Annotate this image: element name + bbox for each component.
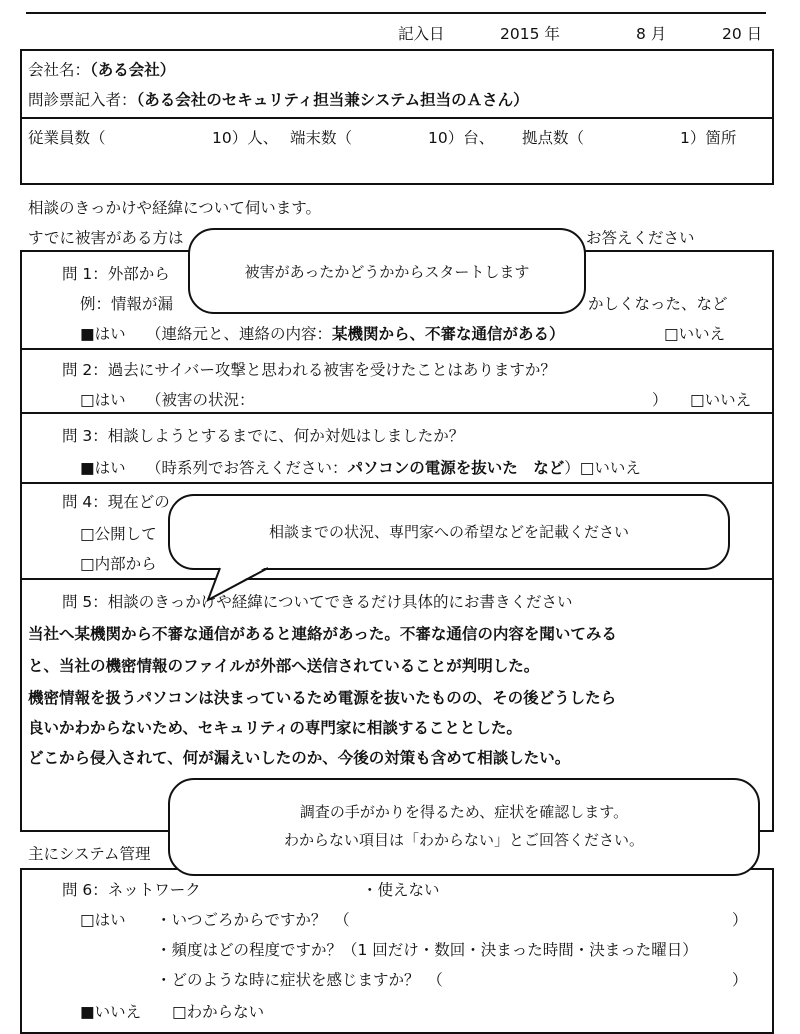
writer-value: （ある会社のセキュリティ担当兼システム担当のＡさん） — [136, 91, 529, 109]
callout-start-text: 被害があったかどうかからスタートします — [244, 263, 530, 281]
q6-bullet1-close: ） — [732, 911, 748, 929]
q2-close-paren: ） — [652, 391, 668, 409]
intro-line2-tail: お答えください — [586, 229, 695, 247]
q6-title-tail: ・使えない — [362, 881, 440, 899]
sites-label: 拠点数（ — [522, 129, 585, 147]
q1-title: 問 1：外部から — [62, 265, 170, 283]
entry-date-label: 記入日 — [398, 25, 445, 43]
q6-no-checkbox[interactable]: ■いいえ — [80, 1003, 142, 1021]
q3-answer-suffix[interactable]: ）□いいえ — [564, 459, 641, 477]
company-name-value: （ある会社） — [90, 61, 176, 79]
q1-example-tail: かしくなった、など — [588, 295, 728, 313]
q5-answer-line: と、当社の機密情報のファイルが外部へ送信されていることが判明した。 — [28, 657, 540, 675]
q1-contact-prefix: （連絡元と、連絡の内容： — [146, 325, 333, 343]
q5-answer-line: 良いかわからないため、セキュリティの専門家に相談することとした。 — [28, 719, 522, 737]
q4-option2-checkbox[interactable]: □内部から — [80, 555, 157, 573]
q6-bullet1: ・いつごろからですか？ （ — [156, 911, 350, 929]
q2-damage-prefix: （被害の状況： — [146, 391, 255, 409]
entry-day: 20 日 — [722, 25, 763, 43]
q5-title: 問 5：相談のきっかけや経緯についてできるだけ具体的にお書きください — [62, 593, 573, 611]
q3-answer-prefix: （時系列でお答えください： — [146, 459, 348, 477]
employees-label: 従業員数（ — [28, 129, 106, 147]
sites-value: 1）箇所 — [680, 129, 737, 147]
q2-title: 問 2：過去にサイバー攻撃と思われる被害を受けたことはありますか？ — [62, 361, 556, 379]
q1-contact-value: 某機関から、不審な通信がある） — [332, 325, 565, 343]
q1-no-checkbox[interactable]: □いいえ — [664, 325, 726, 343]
q1-example: 例：情報が漏 — [80, 295, 174, 313]
q6-unknown-checkbox[interactable]: □わからない — [172, 1003, 265, 1021]
q5-answer-line: どこから侵入されて、何が漏えいしたのか、今後の対策も含めて相談したい。 — [28, 749, 571, 767]
writer-label: 問診票記入者： — [28, 91, 137, 109]
q6-bullet3-close: ） — [732, 971, 748, 989]
q6-bullet2: ・頻度はどの程度ですか？（1 回だけ・数回・決まった時間・決まった曜日） — [156, 941, 698, 959]
intro-line2: すでに被害がある方は — [28, 229, 184, 247]
q4-option1-checkbox[interactable]: □公開して — [80, 525, 157, 543]
q2-no-checkbox[interactable]: □いいえ — [690, 391, 752, 409]
terminals-value: 10）台、 — [428, 129, 495, 147]
q2-yes-checkbox[interactable]: □はい — [80, 391, 126, 409]
q6-title: 問 6：ネットワーク — [62, 881, 201, 899]
company-name-label: 会社名： — [28, 61, 91, 79]
entry-year: 2015 年 — [500, 25, 560, 43]
q3-answer-value: パソコンの電源を抜いた など — [347, 459, 565, 477]
q6-yes-checkbox[interactable]: □はい — [80, 911, 126, 929]
q3-title: 問 3：相談しようとするまでに、何か対処はしましたか？ — [62, 427, 465, 445]
q6-bullet3: ・どのような時に症状を感じますか？ （ — [156, 971, 443, 989]
callout-symptoms — [168, 778, 760, 876]
entry-month: 8 月 — [636, 25, 667, 43]
section2-label: 主にシステム管理 — [28, 845, 151, 863]
employees-value: 10）人、 — [212, 129, 279, 147]
terminals-label: 端末数（ — [290, 129, 353, 147]
callout-symptoms-line2: わからない項目は「わからない」とご回答ください。 — [283, 831, 644, 849]
q4-title: 問 4：現在どの — [62, 493, 170, 511]
q1-yes-checkbox[interactable]: ■はい — [80, 325, 126, 343]
callout-status-text: 相談までの状況、専門家への希望などを記載ください — [268, 523, 629, 541]
q3-yes-checkbox[interactable]: ■はい — [80, 459, 126, 477]
q5-answer-line: 機密情報を扱うパソコンは決まっているため電源を抜いたものの、その後どうしたら — [28, 689, 617, 707]
intro-line1: 相談のきっかけや経緯について伺います。 — [28, 199, 321, 217]
q5-answer-line: 当社へ某機関から不審な通信があると連絡があった。不審な通信の内容を聞いてみる — [28, 625, 617, 643]
callout-symptoms-line1: 調査の手がかりを得るため、症状を確認します。 — [299, 803, 629, 821]
